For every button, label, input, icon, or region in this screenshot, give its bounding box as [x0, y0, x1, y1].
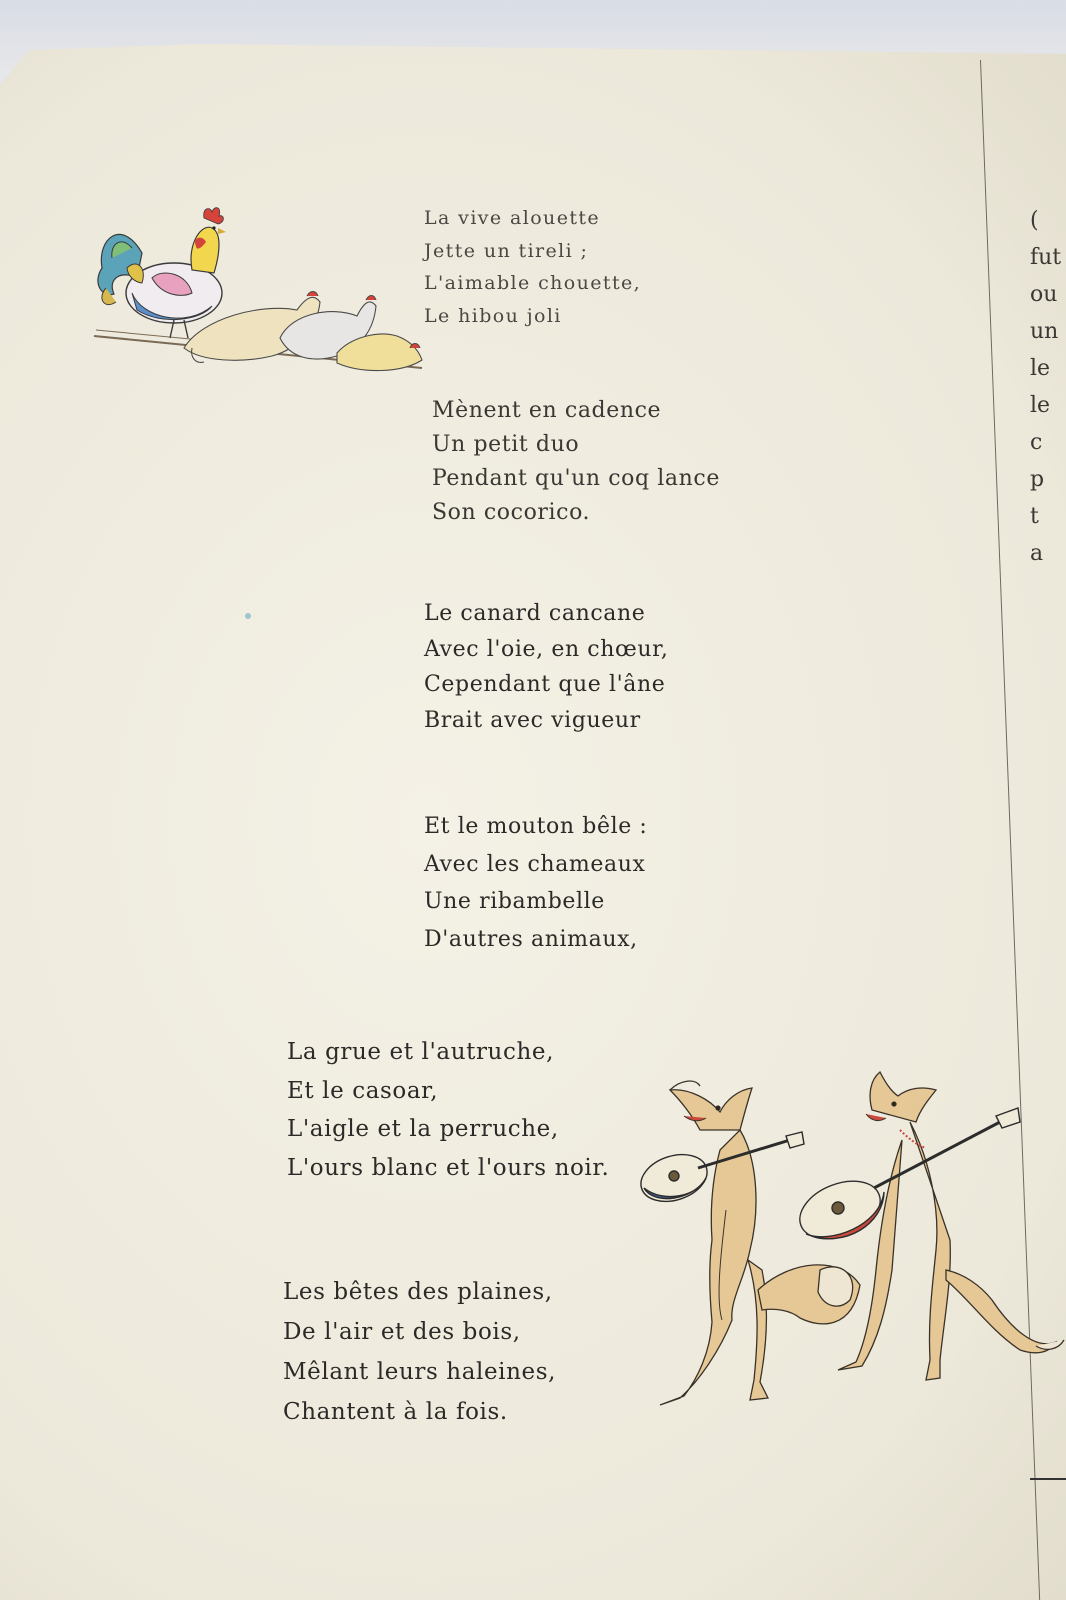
- foxes-with-mandolins-illustration: [640, 1060, 1066, 1430]
- verse-line: Avec l'oie, en chœur,: [424, 636, 669, 662]
- verse-line: Le canard cancane: [424, 601, 646, 626]
- fox-left-icon: [660, 1081, 860, 1405]
- verse-line: Jette un tireli ;: [424, 239, 589, 262]
- verse-line: La vive alouette: [424, 207, 601, 229]
- facing-page-fragment: (: [1030, 208, 1039, 233]
- facing-page-fragment: a: [1030, 541, 1044, 566]
- verse-line: Les bêtes des plaines,: [283, 1279, 553, 1305]
- stanza-1: [424, 202, 641, 332]
- ink-speck: [245, 613, 251, 619]
- verse-line: De l'air et des bois,: [283, 1319, 521, 1345]
- verse-line: L'ours blanc et l'ours noir.: [287, 1154, 610, 1181]
- verse-line: Brait avec vigueur: [424, 707, 641, 733]
- verse-line: Et le mouton bêle :: [424, 814, 648, 839]
- verse-line: L'aigle et la perruche,: [287, 1116, 559, 1142]
- facing-page-fragment: le: [1030, 356, 1051, 381]
- facing-page-dash: [1030, 1478, 1066, 1480]
- facing-page-fragment: p: [1030, 467, 1045, 492]
- facing-page-fragment: le: [1030, 393, 1051, 418]
- verse-line: Mènent en cadence: [432, 398, 662, 423]
- verse-line: Une ribambelle: [424, 889, 605, 914]
- verse-line: La grue et l'autruche,: [287, 1039, 554, 1065]
- rooster-icon: [98, 208, 226, 338]
- verse-line: Le hibou joli: [424, 304, 562, 327]
- facing-page-fragment: t: [1030, 504, 1039, 529]
- verse-line: D'autres animaux,: [424, 926, 638, 952]
- verse-line: Avec les chameaux: [424, 851, 646, 877]
- facing-page-text: [1030, 202, 1066, 572]
- stanza-4: [424, 808, 647, 958]
- rooster-and-hens-illustration: [92, 198, 432, 390]
- verse-line: Et le casoar,: [287, 1077, 439, 1104]
- verse-line: Mêlant leurs haleines,: [283, 1359, 557, 1385]
- verse-line: L'aimable chouette,: [424, 272, 642, 294]
- verse-line: Un petit duo: [432, 432, 580, 457]
- facing-page-fragment: fut: [1030, 245, 1062, 270]
- verse-line: Cependant que l'âne: [424, 672, 666, 697]
- facing-page-fragment: ou: [1030, 282, 1058, 307]
- stanza-2: [432, 394, 720, 530]
- stanza-6: [283, 1272, 556, 1432]
- verse-line: Chantent à la fois.: [283, 1399, 508, 1425]
- facing-page-fragment: c: [1030, 430, 1043, 455]
- facing-page-fragment: un: [1030, 319, 1059, 344]
- stanza-3: [424, 596, 668, 738]
- fox-right-icon: [838, 1072, 1064, 1380]
- verse-line: Pendant qu'un coq lance: [432, 466, 720, 491]
- mandolin-right-icon: [791, 1108, 1020, 1250]
- verse-line: Son cocorico.: [432, 500, 591, 525]
- stanza-5: [287, 1033, 609, 1187]
